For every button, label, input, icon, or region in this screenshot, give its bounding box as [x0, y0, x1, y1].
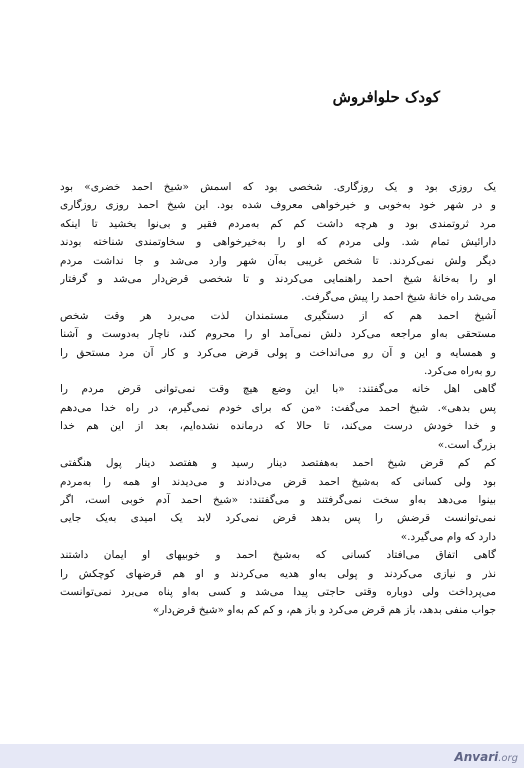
- paragraph: [60, 380, 496, 454]
- text-line: دیگر ولش نمی‌کردند. تا شخص غریبی به‌آن شهر وارد می‌شد و جا نداشت مردم: [60, 254, 496, 267]
- footer-bar: [0, 744, 524, 768]
- text-line: گاهی اتفاق می‌افتاد کسانی که به‌شیخ احمد و خوبیهای او ایمان داشتند: [60, 549, 496, 562]
- text-line: دارد که وام می‌گیرد.»: [400, 530, 496, 543]
- watermark-suffix: .org: [498, 753, 518, 764]
- text-line: نمی‌توانست قرضش را پس بدهد قرض نمی‌کرد لابد یک امیدی به‌یک جایی: [60, 512, 496, 525]
- text-line: جواب منفی بدهد، باز هم قرض می‌کرد و باز هم، و کم کم به‌او «شیخ قرض‌دار»: [152, 604, 496, 617]
- text-line: بزرگ است.»: [437, 438, 496, 451]
- site-watermark: [454, 750, 518, 764]
- text-line: نذر و نیازی می‌کردند و پولی به‌او هدیه می‌کردند و او هم قرضهای کوچکش را: [60, 567, 496, 580]
- paragraph: [60, 178, 496, 307]
- story-text: [60, 178, 496, 620]
- watermark-brand: Anvari: [454, 750, 499, 764]
- paragraph: [60, 307, 496, 381]
- text-line: کم کم قرض شیخ احمد به‌هفتصد دینار رسید و هفتصد دینار پول هنگفتی: [60, 457, 496, 470]
- text-line: بینوا می‌دهد به‌او سخت نمی‌گرفتند و می‌گفتند: «شیخ احمد آدم خوبی است، اگر: [60, 493, 496, 506]
- text-line: می‌شد راه خانهٔ شیخ احمد را پیش می‌گرفت.: [301, 291, 496, 304]
- text-line: آشیخ احمد هم که از دستگیری مستمندان لذت می‌برد هر وقت شخص: [60, 309, 496, 322]
- text-line: و همسایه و این و آن رو می‌انداخت و پولی قرض می‌کرد و کار آن مرد مستحق را: [60, 346, 496, 359]
- text-line: دارائیش تمام شد. ولی مردم که او را به‌خیرخواهی و سخاوتمندی شناخته بودند: [60, 236, 496, 249]
- text-line: می‌پرداخت ولی دوباره وقتی حاجتی پیدا می‌شد و کسی به‌او پناه می‌برد نمی‌توانست: [60, 585, 496, 598]
- text-line: او را به‌خانهٔ شیخ احمد راهنمایی می‌کردند و تا شخصی قرض‌دار می‌شد و گرفتار: [60, 273, 496, 286]
- text-line: مستحقی به‌او مراجعه می‌کرد دلش نمی‌آمد او را محروم کند، ناچار به‌دوست و آشنا: [60, 328, 496, 341]
- text-line: گاهی اهل خانه می‌گفتند: «با این وضع هیچ وقت نمی‌توانی قرض مردم را: [60, 383, 496, 396]
- text-line: بود ولی کسانی که به‌شیخ احمد قرض می‌دادند و می‌دیدند او همه را به‌مردم: [60, 475, 496, 488]
- text-line: مرد ثروتمندی بود و هرچه داشت کم کم به‌مردم فقیر و بی‌نوا بخشید تا اینکه: [60, 217, 496, 230]
- paragraph: [60, 454, 496, 546]
- text-line: پس بدهی». شیخ احمد می‌گفت: «من که برای خودم نمی‌گیرم، در راه خدا می‌دهم: [60, 401, 496, 414]
- text-line: یک روزی بود و یک روزگاری. شخصی بود که اسمش «شیخ احمد خضری» بود: [60, 181, 496, 193]
- paragraph: [60, 546, 496, 620]
- text-line: و خدا خودش درست می‌کند، تا حالا که درمانده نشده‌ایم، بعد از این هم خدا: [60, 420, 496, 433]
- text-line: و در شهر خود به‌خوبی و خیرخواهی معروف شده بود. این شیخ احمد روزی روزگاری: [60, 199, 496, 212]
- chapter-title: کودک حلوافروش: [332, 88, 440, 106]
- text-line: رو به‌راه می‌کرد.: [423, 365, 496, 378]
